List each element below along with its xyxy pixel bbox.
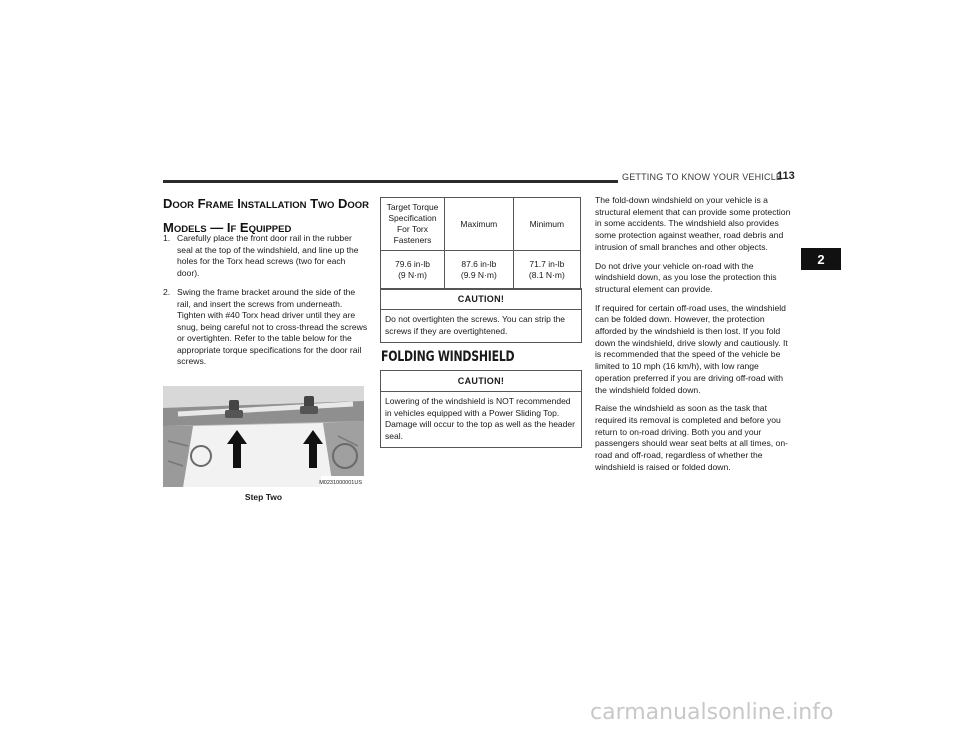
figure-caption: Step Two	[244, 492, 283, 502]
paragraph: If required for certain off-road uses, the windshield can be folded down. However, the protection afforded by the windshield is then lost. If you fold down the windshield, drive slowly and cautiously. It is recommended that the speed of the vehicle be limited to 10 mph (16 km/h), with low range operation preferred if you are driving off-road with the windshield folded down.	[595, 302, 788, 395]
header-rule	[163, 180, 618, 183]
folding-windshield-heading: FOLDING WINDSHIELD	[381, 349, 515, 365]
paragraph: Raise the windshield as soon as the task that required its removal is completed and before you return to on-road driving. Both you and your passengers should wear seat belts at all times, on-road and off-road, regardless of whether the windshield is raised or folded down.	[595, 403, 788, 472]
caution-body: Lowering of the windshield is NOT recommended in vehicles equipped with a Power Sliding Top. Damage will occur to the top as well as the header seal.	[385, 396, 575, 441]
caution-title: CAUTION!	[381, 289, 581, 310]
table-header: Minimum	[513, 198, 580, 251]
page-number: 113	[777, 170, 795, 182]
paragraph: Do not drive your vehicle on-road with the windshield down, as you lose the protection this structural element can provide.	[595, 260, 777, 294]
folding-windshield-text	[595, 195, 795, 480]
table-cell: 87.6 in-lb (9.9 N·m)	[445, 251, 514, 290]
chapter-tab[interactable]: 2	[801, 248, 841, 270]
door-frame-heading-line1: DOOR FRAME INSTALLATION TWO DOOR	[163, 196, 370, 211]
table-cell: 79.6 in-lb (9 N·m)	[381, 251, 445, 290]
paragraph: The fold-down windshield on your vehicle is a structural element that can provide some protection in some accidents. The windshield also provides some protection against weather, road debris and intrusion of small branches and other objects.	[595, 195, 791, 252]
torque-table	[380, 197, 581, 290]
caution-title: CAUTION!	[381, 371, 581, 392]
table-cell: 71.7 in-lb (8.1 N·m)	[513, 251, 580, 290]
step-two-illustration	[163, 386, 364, 487]
caution-box-screws	[380, 288, 582, 343]
figure-code: M0231000001US	[319, 480, 362, 486]
installation-steps	[163, 233, 368, 376]
watermark: carmanualsonline.info	[590, 700, 834, 725]
table-header: Target Torque Specification For Torx Fasteners	[381, 198, 445, 251]
list-item: 2. Swing the frame bracket around the side of the rail, and insert the screws from underneath. Tighten with #40 Torx head driver until they are snug, being careful not to cross-thread the screws or overtighten. Refer to the table below for the appropriate torque specifications for the door rail screws.	[163, 287, 368, 366]
table-header: Maximum	[445, 198, 514, 251]
section-title: GETTING TO KNOW YOUR VEHICLE	[622, 172, 783, 182]
caution-box-windshield	[380, 370, 582, 448]
list-item: 1. Carefully place the front door rail in the rubber seal at the top of the windshield, and line up the holes for the Torx head screws (two for each door).	[163, 233, 359, 278]
door-frame-heading-line2: MODELS — IF EQUIPPED	[163, 220, 292, 235]
table-row	[381, 251, 581, 290]
caution-body: Do not overtighten the screws. You can strip the screws if they are overtightened.	[385, 314, 566, 336]
